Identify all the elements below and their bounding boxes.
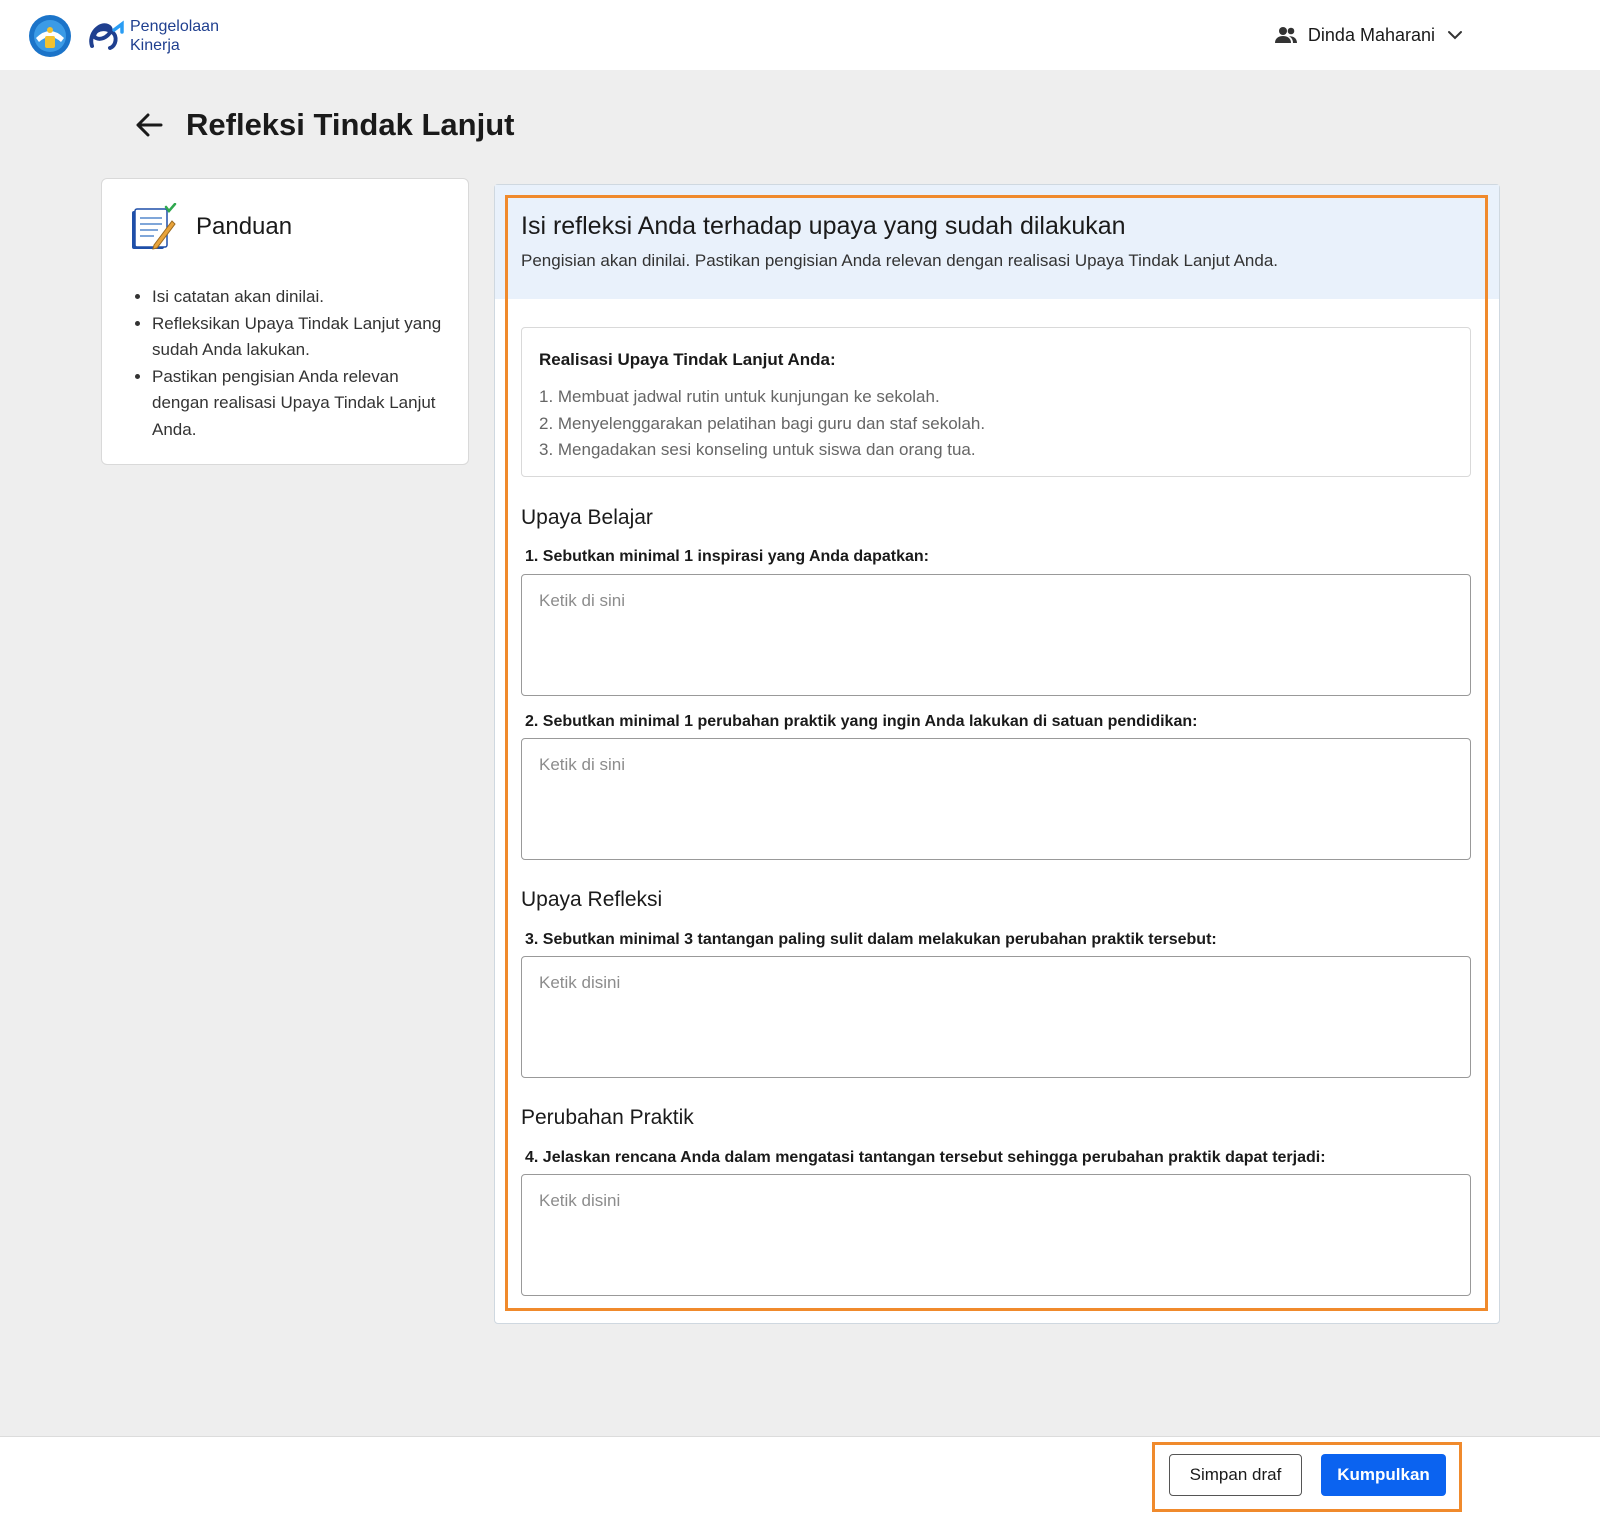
question-4-label: 4. Jelaskan rencana Anda dalam mengatasi tantangan tersebut sehingga perubahan praktik dapat terjadi: (525, 1149, 1326, 1166)
brand-line-2: Kinerja (130, 37, 180, 54)
brand-line-1: Pengelolaan (130, 18, 219, 35)
guide-card (101, 178, 469, 465)
question-1-label: 1. Sebutkan minimal 1 inspirasi yang Anda dapatkan: (525, 548, 929, 565)
form-header (495, 185, 1499, 299)
top-navigation-bar (0, 0, 1600, 70)
back-button[interactable] (130, 106, 168, 144)
user-name: Dinda Maharani (1307, 24, 1435, 45)
submit-button[interactable]: Kumpulkan (1321, 1454, 1446, 1496)
user-menu[interactable] (1274, 20, 1465, 50)
section-title-perubahan-praktik: Perubahan Praktik (521, 1106, 694, 1129)
brand-name (130, 17, 219, 55)
guide-item: • Pastikan pengisian Anda relevan dengan realisasi Upaya Tindak Lanjut Anda. (152, 364, 452, 444)
users-icon (1274, 25, 1298, 45)
answer-2-field[interactable] (521, 738, 1471, 860)
page-header (130, 106, 514, 144)
answer-1-field[interactable] (521, 574, 1471, 696)
guide-title: Panduan (196, 213, 293, 240)
document-pencil-icon (128, 203, 178, 253)
save-draft-button[interactable]: Simpan draf (1169, 1454, 1302, 1496)
question-2-label: 2. Sebutkan minimal 1 perubahan praktik yang ingin Anda lakukan di satuan pendidikan: (525, 713, 1198, 730)
form-subtitle: Pengisian akan dinilai. Pastikan pengisian Anda relevan dengan realisasi Upaya Tindak Lanjut Anda. (521, 251, 1279, 270)
page-title: Refleksi Tindak Lanjut (186, 107, 515, 142)
realisasi-item: 1. Membuat jadwal rutin untuk kunjungan ke sekolah. (539, 387, 940, 406)
answer-4-field[interactable] (521, 1174, 1471, 1296)
kemdikbud-logo-icon (28, 14, 72, 58)
guide-item: • Refleksikan Upaya Tindak Lanjut yang sudah Anda lakukan. (152, 311, 452, 364)
answer-3-field[interactable] (521, 956, 1471, 1078)
realisasi-item: 2. Menyelenggarakan pelatihan bagi guru dan staf sekolah. (539, 413, 986, 433)
section-title-upaya-refleksi: Upaya Refleksi (521, 888, 663, 911)
arrow-left-icon (133, 109, 165, 141)
realisasi-box (521, 327, 1471, 477)
realisasi-title: Realisasi Upaya Tindak Lanjut Anda: (539, 350, 836, 369)
chevron-down-icon (1445, 25, 1465, 45)
realisasi-list (539, 384, 985, 464)
realisasi-item: 3. Mengadakan sesi konseling untuk siswa dan orang tua. (539, 440, 976, 460)
form-title: Isi refleksi Anda terhadap upaya yang sudah dilakukan (521, 212, 1126, 240)
section-title-upaya-belajar: Upaya Belajar (521, 506, 653, 529)
pengelolaan-kinerja-logo-icon (86, 16, 128, 54)
guide-item: • Isi catatan akan dinilai. (152, 284, 452, 311)
guide-list (152, 284, 452, 444)
question-3-label: 3. Sebutkan minimal 3 tantangan paling sulit dalam melakukan perubahan praktik tersebut: (525, 931, 1217, 948)
